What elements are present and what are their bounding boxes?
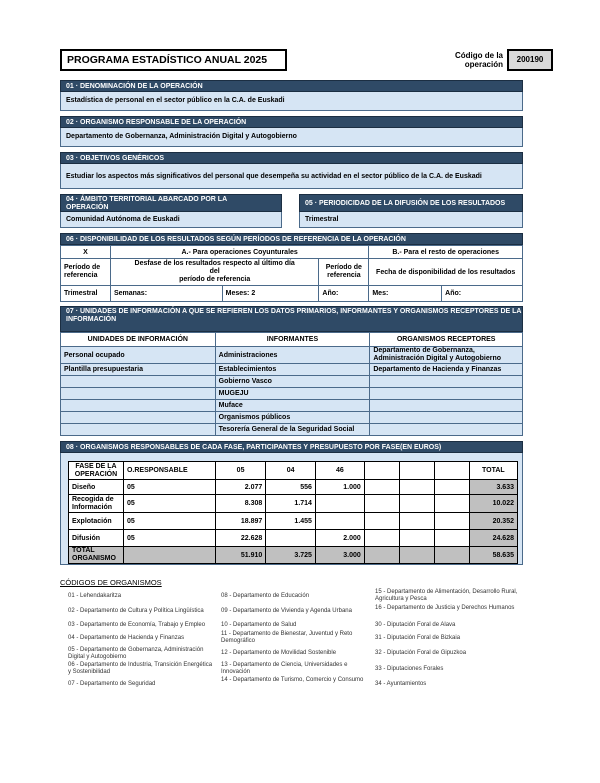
table-cell: Plantilla presupuestaria bbox=[61, 364, 216, 376]
row-periodo: Trimestral bbox=[61, 286, 111, 302]
code-item: 06 - Departamento de Industria, Transición Energética y Sostenibilidad bbox=[68, 662, 213, 675]
operation-code-value: 200190 bbox=[507, 49, 553, 71]
table-cell: 8.308 bbox=[215, 495, 265, 513]
table-cell: 1.000 bbox=[315, 480, 364, 495]
code-item: 02 - Departamento de Cultura y Política Lingüística bbox=[68, 608, 204, 614]
org-header bbox=[399, 462, 434, 480]
table-cell: 05 bbox=[123, 495, 215, 513]
table-cell bbox=[434, 547, 469, 564]
table-cell bbox=[399, 480, 434, 495]
table-cell bbox=[434, 530, 469, 547]
availability-table bbox=[60, 245, 523, 302]
table-cell: 1.455 bbox=[266, 513, 316, 530]
table-cell: 10.022 bbox=[469, 495, 517, 513]
code-item: 01 - Lehendakaritza bbox=[68, 593, 122, 599]
table-cell bbox=[61, 400, 216, 412]
periodo-header: Período de referencia bbox=[61, 259, 111, 286]
code-item: 14 - Departamento de Turismo, Comercio y Consumo bbox=[221, 677, 364, 683]
table-cell bbox=[315, 495, 364, 513]
table-cell bbox=[370, 400, 523, 412]
table-cell: Departamento de Gobernanza, Administración Digital y Autogobierno bbox=[370, 347, 523, 364]
table-cell: Gobierno Vasco bbox=[215, 376, 370, 388]
section-01-value: Estadística de personal en el sector público en la C.A. de Euskadi bbox=[60, 92, 523, 111]
org-header bbox=[434, 462, 469, 480]
table-cell: 05 bbox=[123, 480, 215, 495]
code-item: 10 - Departamento de Salud bbox=[221, 622, 297, 628]
table-cell bbox=[434, 480, 469, 495]
table-cell bbox=[364, 495, 399, 513]
section-05-header: 05 · PERIODICIDAD DE LA DIFUSIÓN DE LOS RESULTADOS bbox=[299, 194, 523, 212]
fecha-header: Fecha de disponibilidad de los resultados bbox=[369, 259, 523, 286]
phase-name: Difusión bbox=[69, 530, 124, 547]
section-03-header: 03 · OBJETIVOS GENÉRICOS bbox=[60, 152, 523, 164]
section-04-value: Comunidad Autónoma de Euskadi bbox=[60, 212, 282, 228]
phase-name: Explotación bbox=[69, 513, 124, 530]
page-title: PROGRAMA ESTADÍSTICO ANUAL 2025 bbox=[60, 49, 287, 71]
code-item: 31 - Diputación Foral de Bizkaia bbox=[375, 635, 461, 641]
org-header: 46 bbox=[315, 462, 364, 480]
table-cell: MUGEJU bbox=[215, 388, 370, 400]
table-cell: 3.000 bbox=[315, 547, 364, 564]
code-item: 11 - Departamento de Bienestar, Juventud y Reto Demográfico bbox=[221, 631, 353, 644]
code-item: 05 - Departamento de Gobernanza, Administración Digital y Autogobierno bbox=[68, 647, 204, 660]
table-cell bbox=[399, 530, 434, 547]
table-cell bbox=[364, 547, 399, 564]
section-03-value: Estudiar los aspectos más significativos del personal que desempeña su actividad en el sector público de la C.A. de Euskadi bbox=[60, 164, 523, 189]
table-cell: 05 bbox=[123, 513, 215, 530]
responsible-header: O.RESPONSABLE bbox=[123, 462, 215, 480]
row-semanas: Semanas: bbox=[110, 286, 222, 302]
row-anio: Año: bbox=[319, 286, 369, 302]
code-item: 13 - Departamento de Ciencia, Universidades e Innovación bbox=[221, 662, 348, 675]
information-units-table bbox=[60, 332, 523, 436]
section-06-header: 06 · DISPONIBILIDAD DE LOS RESULTADOS SEGÚN PERÍODOS DE REFERENCIA DE LA OPERACIÓN bbox=[60, 233, 523, 245]
table-cell bbox=[399, 547, 434, 564]
section-04-header: 04 · ÁMBITO TERRITORIAL ABARCADO POR LA OPERACIÓN bbox=[60, 194, 282, 212]
table-cell: 3.633 bbox=[469, 480, 517, 495]
table-cell bbox=[370, 424, 523, 436]
phase-name: Diseño bbox=[69, 480, 124, 495]
section-07-header: 07 · UNIDADES DE INFORMACIÓN A QUE SE REFIEREN LOS DATOS PRIMARIOS, INFORMANTES Y ORGANISMOS RECEPTORES DE LA INFORMACIÓN bbox=[60, 306, 523, 332]
code-item: 33 - Diputaciones Forales bbox=[375, 666, 444, 672]
table-cell bbox=[399, 495, 434, 513]
table-cell: 2.077 bbox=[215, 480, 265, 495]
table-cell: Muface bbox=[215, 400, 370, 412]
table-cell: Tesorería General de la Seguridad Social bbox=[215, 424, 370, 436]
code-item: 32 - Diputación Foral de Gipuzkoa bbox=[375, 650, 467, 656]
section-02-header: 02 · ORGANISMO RESPONSABLE DE LA OPERACIÓN bbox=[60, 116, 523, 128]
table-cell: Establecimientos bbox=[215, 364, 370, 376]
table-cell bbox=[364, 513, 399, 530]
table-cell: 1.714 bbox=[266, 495, 316, 513]
total-row-label: TOTAL ORGANISMO bbox=[69, 547, 124, 564]
table-cell bbox=[434, 495, 469, 513]
code-item: 16 - Departamento de Justicia y Derechos Humanos bbox=[375, 605, 515, 611]
table-cell: 2.000 bbox=[315, 530, 364, 547]
table-cell: Departamento de Hacienda y Finanzas bbox=[370, 364, 523, 376]
code-item: 04 - Departamento de Hacienda y Finanzas bbox=[68, 635, 185, 641]
org-header: 04 bbox=[266, 462, 316, 480]
row-anio2: Año: bbox=[442, 286, 523, 302]
phase-name: Recogida de Información bbox=[69, 495, 124, 513]
table-cell: 556 bbox=[266, 480, 316, 495]
informants-header: INFORMANTES bbox=[215, 333, 370, 347]
units-header: UNIDADES DE INFORMACIÓN bbox=[61, 333, 216, 347]
codes-title: CÓDIGOS DE ORGANISMOS bbox=[60, 578, 162, 587]
table-cell bbox=[399, 513, 434, 530]
table-cell bbox=[123, 547, 215, 564]
code-item: 12 - Departamento de Movilidad Sostenible bbox=[221, 650, 337, 656]
table-cell bbox=[61, 424, 216, 436]
code-item: 34 - Ayuntamientos bbox=[375, 681, 427, 687]
table-cell: 22.628 bbox=[215, 530, 265, 547]
section-08-header: 08 · ORGANISMOS RESPONSABLES DE CADA FASE, PARTICIPANTES Y PRESUPUESTO POR FASE(EN EUROS) bbox=[60, 441, 523, 453]
table-cell bbox=[370, 388, 523, 400]
section-02-value: Departamento de Gobernanza, Administración Digital y Autogobierno bbox=[60, 128, 523, 147]
table-cell bbox=[364, 480, 399, 495]
row-mes: Mes: bbox=[369, 286, 442, 302]
budget-table bbox=[68, 461, 518, 564]
table-cell bbox=[434, 513, 469, 530]
code-item: 08 - Departamento de Educación bbox=[221, 593, 310, 599]
operation-code-label: Código de la operación bbox=[455, 51, 503, 69]
col-a-header: A.- Para operaciones Coyunturales bbox=[110, 246, 368, 259]
grand-total: 58.635 bbox=[469, 547, 517, 564]
code-item: 30 - Diputación Foral de Alava bbox=[375, 622, 456, 628]
code-item: 15 - Departamento de Alimentación, Desarrollo Rural, Agricultura y Pesca bbox=[375, 589, 518, 602]
org-header: 05 bbox=[215, 462, 265, 480]
receivers-header: ORGANISMOS RECEPTORES bbox=[370, 333, 523, 347]
table-cell: 51.910 bbox=[215, 547, 265, 564]
section-01-header: 01 · DENOMINACIÓN DE LA OPERACIÓN bbox=[60, 80, 523, 92]
table-cell: Organismos públicos bbox=[215, 412, 370, 424]
table-cell: Administraciones bbox=[215, 347, 370, 364]
table-cell: 18.897 bbox=[215, 513, 265, 530]
phase-header: FASE DE LA OPERACIÓN bbox=[69, 462, 124, 480]
table-cell: 24.628 bbox=[469, 530, 517, 547]
table-cell bbox=[61, 376, 216, 388]
row-meses: Meses: 2 bbox=[222, 286, 319, 302]
desfase-header: Desfase de los resultados respecto al último día del período de referencia bbox=[110, 259, 318, 286]
org-header bbox=[364, 462, 399, 480]
table-cell bbox=[315, 513, 364, 530]
table-cell bbox=[364, 530, 399, 547]
code-item: 07 - Departamento de Seguridad bbox=[68, 681, 156, 687]
coyuntural-mark: X bbox=[61, 246, 111, 259]
col-b-header: B.- Para el resto de operaciones bbox=[369, 246, 523, 259]
periodo-b-header: Período de referencia bbox=[319, 259, 369, 286]
table-cell bbox=[61, 388, 216, 400]
table-cell: 3.725 bbox=[266, 547, 316, 564]
table-cell bbox=[266, 530, 316, 547]
table-cell: 05 bbox=[123, 530, 215, 547]
section-05-value: Trimestral bbox=[299, 212, 523, 228]
table-cell bbox=[61, 412, 216, 424]
table-cell bbox=[370, 376, 523, 388]
code-item: 03 - Departamento de Economía, Trabajo y Empleo bbox=[68, 622, 206, 628]
total-header: TOTAL bbox=[469, 462, 517, 480]
table-cell bbox=[370, 412, 523, 424]
table-cell: 20.352 bbox=[469, 513, 517, 530]
code-item: 09 - Departamento de Vivienda y Agenda Urbana bbox=[221, 608, 352, 614]
table-cell: Personal ocupado bbox=[61, 347, 216, 364]
